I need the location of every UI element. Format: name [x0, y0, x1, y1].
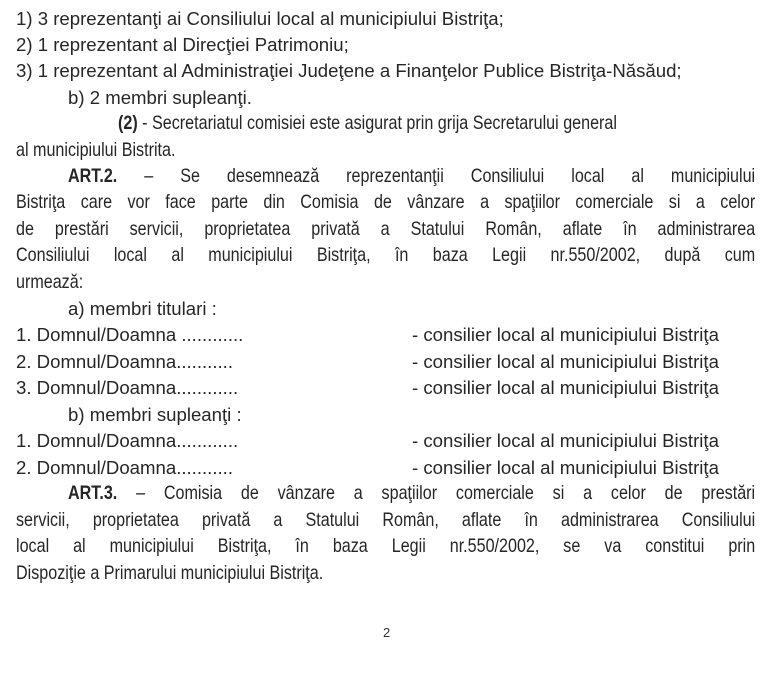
art2-line-2: Bistriţa care vor face parte din Comisia de vânzare a spaţiilor comerciale si a celor	[16, 192, 756, 213]
supleant-role: - consilier local al municipiului Bistriţa	[412, 457, 719, 478]
titular-row	[16, 349, 755, 375]
supleant-name: 2. Domnul/Doamna...........	[16, 457, 234, 478]
art2-line-1	[68, 164, 755, 190]
page-number: 2	[383, 625, 391, 640]
supleant-row	[16, 428, 755, 454]
art2-text: – Se desemnează reprezentanţii Consiliului local al municipiului	[117, 166, 756, 187]
art3-line-2: servicii, proprietatea privată a Statului Român, aflate în administrarea Consiliului	[16, 510, 756, 531]
titulari-heading: a) membri titulari :	[68, 298, 217, 319]
titular-name: 2. Domnul/Doamna...........	[16, 351, 234, 372]
member-line-3: 3) 1 reprezentant al Administraţiei Judeţene a Finanţelor Publice Bistriţa-Năsăud;	[16, 60, 682, 81]
art2-line-4: Consiliului local al municipiului Bistriţa, în baza Legii nr.550/2002, după cum	[16, 245, 756, 266]
titular-row	[16, 322, 755, 348]
para2-text: - Secretariatul comisiei este asigurat prin grija Secretarului general	[137, 113, 617, 134]
art2-label: ART.2.	[68, 166, 118, 187]
art3-line-1	[68, 481, 755, 507]
titular-name: 3. Domnul/Doamna............	[16, 377, 239, 398]
art3-line-3: local al municipiului Bistriţa, în baza Legii nr.550/2002, se va constitui prin	[16, 536, 756, 557]
para2-line-1	[118, 111, 756, 137]
titular-role: - consilier local al municipiului Bistriţa	[412, 351, 719, 372]
titular-role: - consilier local al municipiului Bistriţa	[412, 324, 719, 345]
alternates-line: b) 2 membri supleanţi.	[68, 87, 252, 108]
titular-row	[16, 375, 755, 401]
para2-label: (2)	[118, 113, 138, 134]
supleant-role: - consilier local al municipiului Bistriţa	[412, 430, 719, 451]
supleant-name: 1. Domnul/Doamna............	[16, 430, 239, 451]
art2-line-5: urmează:	[16, 272, 84, 293]
member-line-2: 2) 1 reprezentant al Direcţiei Patrimoniu;	[16, 34, 349, 55]
art3-label: ART.3.	[68, 483, 118, 504]
supleant-row	[16, 455, 755, 481]
art3-text: – Comisia de vânzare a spaţiilor comerciale si a celor de prestări	[117, 483, 756, 504]
supleanti-heading: b) membri supleanţi :	[68, 404, 242, 425]
titular-role: - consilier local al municipiului Bistriţa	[412, 377, 719, 398]
art2-line-3: de prestări servicii, proprietatea privată a Statului Român, aflate în administrarea	[16, 219, 756, 240]
member-line-1: 1) 3 reprezentanţi ai Consiliului local al municipiului Bistriţa;	[16, 8, 504, 29]
art3-line-4: Dispoziţie a Primarului municipiului Bistriţa.	[16, 563, 324, 584]
titular-name: 1. Domnul/Doamna ............	[16, 324, 244, 345]
para2-line-2: al municipiului Bistrita.	[16, 140, 176, 161]
